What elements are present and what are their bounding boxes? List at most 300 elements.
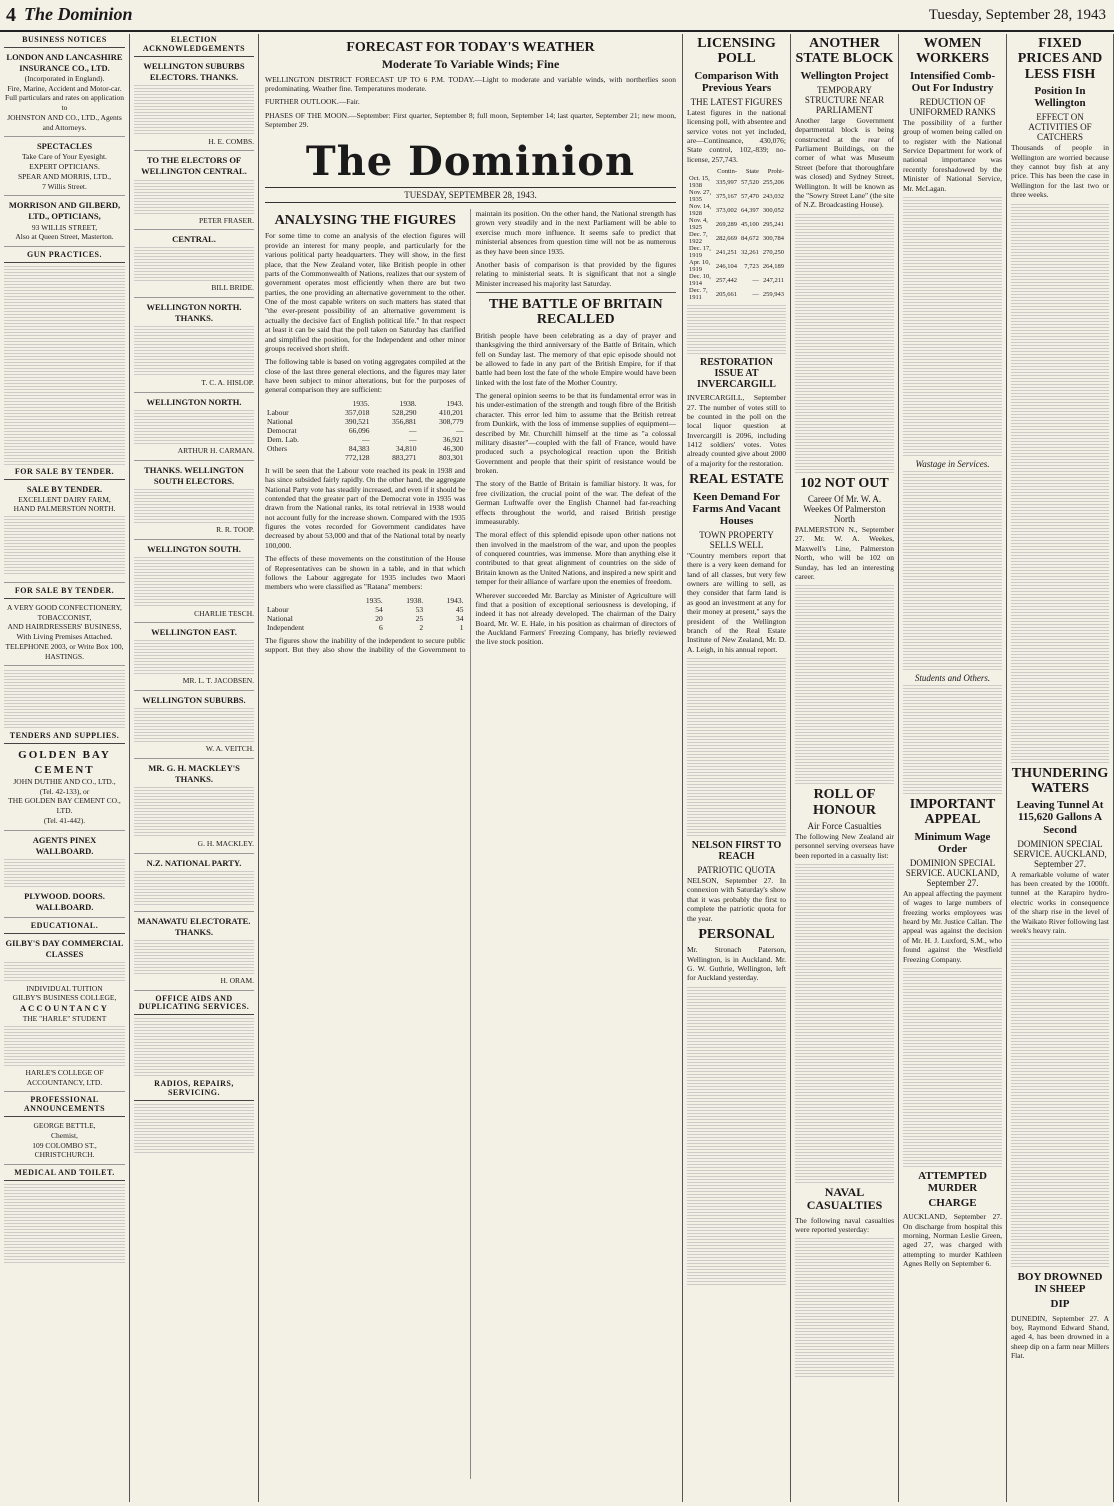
article-para: NELSON, September 27. In connexion with Saturday's show that it was probably the first to complete the patriotic quota for the year. (687, 876, 786, 923)
table-cell: 257,442 (715, 276, 737, 284)
table-cell: — (408, 425, 417, 435)
table-cell: 357,018 (345, 407, 370, 417)
table-header: State (745, 168, 759, 176)
text-block (4, 1184, 125, 1264)
table-cell: 883,271 (392, 452, 417, 462)
ad-line: INDIVIDUAL TUITION (26, 983, 103, 993)
table-cell: 246,104 (715, 262, 737, 270)
article-headline: BOY DROWNED IN SHEEP (1017, 1271, 1103, 1296)
text-block (4, 670, 125, 730)
ad-morrison (4, 200, 125, 247)
article-headline: LICENSING POLL (697, 36, 776, 67)
article-subhead: Leaving Tunnel At 115,620 Gallons A Second (1016, 799, 1104, 836)
table-cell: Nov. 14, 1928 (689, 203, 712, 218)
article-para: A remarkable volume of water has been created by the 1000ft. tunnel at the Karapiro hydro-electric works in consequence of the sharp rise in the level of the Waikato River following last week's heavy rain. (1011, 869, 1109, 935)
table-row-label: Others (267, 443, 287, 453)
table-cell: 34,810 (395, 443, 417, 453)
ad-line: THE GOLDEN BAY CEMENT CO., LTD. (8, 796, 121, 816)
article-headline: NELSON FIRST TO REACH (691, 840, 782, 863)
ad-title: LONDON AND LANCASHIRE INSURANCE CO., LTD. (6, 51, 123, 73)
article-kicker: THE LATEST FIGURES (690, 96, 783, 107)
table-row-label: Dem. Lab. (267, 434, 299, 444)
table-row (265, 417, 466, 426)
sale-title: FOR SALE BY TENDER. (4, 587, 125, 599)
table-cell: — (408, 434, 417, 444)
notice-signature: MR. L. T. JACOBSEN. (182, 676, 254, 686)
table-row (687, 175, 786, 189)
ad-line: GOLDEN BAY (18, 749, 111, 762)
professional-title: PROFESSIONAL ANNOUNCEMENTS (4, 1096, 125, 1117)
article-kicker: TOWN PROPERTY SELLS WELL (699, 529, 774, 550)
ad-line: PLYWOOD. DOORS. WALLBOARD. (24, 890, 105, 912)
election-notice (134, 61, 254, 152)
table-row (265, 426, 466, 435)
notice-signature: W. A. VEITCH. (205, 744, 254, 754)
editorial-columns (265, 209, 676, 1479)
article-subhead: Comparison With Previous Years (694, 69, 779, 94)
table-cell: Oct. 15, 1938 (689, 175, 710, 190)
table-cell: Apr. 10, 1919 (689, 259, 711, 274)
article-para: INVERCARGILL, September 27. The number of votes still to be counted in the poll on the local liquor question at Invercargill is 2096, including 1412 soldiers' votes. Votes already counted give about 2000 of a majority for the restoration. (687, 393, 786, 468)
article-subhead: Career Of Mr. W. A. Weekes Of Palmerston North (803, 494, 886, 525)
article-headline: FIXED PRICES AND LESS FISH (1017, 36, 1103, 82)
table-cell: 803,301 (439, 452, 464, 462)
article-para: PALMERSTON N., September 27. Mr. W. A. Weekes, Maxwell's Line, Palmerston North, who will be 102 on Sunday, has led an interesting career. (795, 525, 894, 581)
ad-line: AND HAIRDRESSERS' BUSINESS, (7, 622, 122, 632)
article-headline: REAL ESTATE (689, 472, 784, 488)
table-header: 1938. (399, 398, 417, 408)
ad-line: THE "HARLE" STUDENT (22, 1014, 107, 1024)
page-header (0, 0, 1114, 32)
table-cell: 6 (379, 622, 383, 632)
article-headline: ROLL OF HONOUR (813, 787, 876, 818)
table-header-row (687, 168, 786, 175)
table-cell: 528,290 (392, 407, 417, 417)
table-cell: 20 (375, 613, 383, 623)
election-notice (134, 302, 254, 393)
table-cell: 7,723 (744, 262, 759, 270)
text-block (134, 489, 254, 523)
supplies-title: TENDERS AND SUPPLIES. (4, 732, 125, 744)
ad-cement (4, 748, 125, 830)
text-block (4, 962, 125, 982)
text-block (795, 214, 894, 474)
ad-confectionery (4, 603, 125, 667)
table-cell: Dec. 7, 1922 (689, 231, 708, 246)
column-state-block (791, 34, 899, 1502)
text-block (903, 197, 1002, 457)
notice-title: WELLINGTON SUBURBS. (142, 695, 246, 706)
text-block (134, 247, 254, 281)
ad-line: Chemist, (51, 1130, 78, 1140)
text-block (4, 1026, 125, 1066)
table-row (687, 189, 786, 203)
article-headline: WOMEN WORKERS (915, 36, 990, 67)
newspaper-flag: The Dominion (305, 138, 636, 185)
text-block (687, 305, 786, 355)
election-notice (134, 397, 254, 461)
editorial-para: Another basis of comparison is that provided by the figures relating to ministerial seats. It is significant that not a single Minister increased his majority last Saturday. (475, 259, 676, 288)
column-fish-prices (1007, 34, 1114, 1502)
notices-list (134, 61, 254, 991)
table-row-label: Democrat (267, 425, 297, 435)
table-cell: 66,096 (348, 425, 370, 435)
notice-title: WELLINGTON EAST. (151, 627, 237, 638)
table-row (687, 245, 786, 259)
table-header: 1943. (446, 398, 464, 408)
divider (476, 292, 677, 293)
medical-title: MEDICAL AND TOILET. (4, 1169, 125, 1181)
text-block (134, 1018, 254, 1078)
text-block (903, 685, 1002, 795)
text-block (687, 987, 786, 1287)
article-subhead: Wellington Project (800, 69, 889, 82)
ad-line: Also at Queen Street, Masterton. (15, 232, 114, 242)
editorial-title: ANALYSING THE FIGURES (274, 213, 456, 228)
text-block (903, 471, 1002, 671)
article-subhead: Keen Demand For Farms And Vacant Houses (692, 490, 781, 527)
table-cell: 356,881 (392, 416, 417, 426)
table-cell: Dec. 7, 1911 (689, 287, 708, 302)
column-women-workers (899, 34, 1007, 1502)
article-para: DUNEDIN, September 27. A boy, Raymond Edward Shand, aged 4, has been drowned in a sheep dip on a farm near Millers Flat. (1011, 1313, 1109, 1361)
ad-title: MORRISON AND GILBERD, LTD., OPTICIANS, (8, 200, 121, 222)
table-header: Contin- (717, 168, 737, 176)
text-block (4, 859, 125, 889)
article-para: Another large Government departmental block is being constructed at the rear of Parliament Buildings, on the corner of what was Museum Street (before that thoroughfare was closed) and Sydney Street, Wellington. It will be known as the "Sowry Street Lane" (the site of N.Z. Broadcasting House). (795, 115, 894, 210)
table-row-label: Labour (267, 604, 289, 614)
table-row (265, 614, 466, 623)
election-notice (134, 155, 254, 230)
text-block (134, 871, 254, 905)
text-block (134, 787, 254, 837)
page-number: 4 (6, 4, 16, 26)
text-block (134, 410, 254, 444)
ad-line: Full particulars and rates on application to (5, 93, 124, 113)
notice-title: MANAWATU ELECTORATE. THANKS. (137, 915, 251, 937)
text-block (134, 180, 254, 214)
notice-signature: H. E. COMBS. (208, 136, 254, 146)
text-block (903, 968, 1002, 1168)
editorial-section (259, 134, 683, 1502)
ad-line: EXPERT OPTICIANS. (29, 162, 100, 172)
ad-line: (Incorporated in England). (24, 73, 105, 83)
table-cell: 2 (419, 622, 424, 632)
text-block (134, 1104, 254, 1154)
table-cell: 308,779 (439, 416, 464, 426)
radio-title: RADIOS, REPAIRS, SERVICING. (134, 1080, 254, 1101)
table-cell: Dec. 17, 1919 (689, 245, 711, 260)
table-cell: 295,241 (762, 220, 784, 228)
table-row (265, 605, 466, 614)
masthead: The Dominion (24, 4, 133, 24)
article-crosshead: Wastage in Services. (915, 458, 990, 469)
article-para: The possibility of a further group of women being called on to register with the National Service Department for work of national importance was recently foreshadowed by the Minister of National Service, Mr. McLagan. (903, 117, 1002, 193)
ad-opticians (4, 141, 125, 196)
table-row (687, 287, 786, 301)
table-cell: 390,521 (345, 416, 370, 426)
article-headline: IMPORTANT APPEAL (909, 796, 996, 828)
table-cell: 375,167 (715, 192, 737, 200)
text-block (134, 708, 254, 742)
election-notice (134, 465, 254, 540)
notice-title: WELLINGTON SOUTH. (147, 543, 241, 554)
article-headline: 102 NOT OUT (800, 475, 889, 491)
table-row (687, 273, 786, 287)
weather-subtitle: Moderate To Variable Winds; Fine (381, 57, 560, 72)
article-subhead: PATRIOTIC QUOTA (697, 865, 776, 876)
table-row (687, 217, 786, 231)
ad-line: GILBY'S DAY COMMERCIAL CLASSES (5, 937, 124, 959)
election-notice (134, 627, 254, 691)
ad-line: HAND PALMERSTON NORTH. (13, 504, 116, 514)
ad-line: 93 WILLIS STREET, (31, 222, 98, 232)
article-para: The following naval casualties were reported yesterday: (795, 1215, 894, 1234)
editorial-para: The story of the Battle of Britain is familiar history. It was, for free civilization, the crucial point of the war. The defeat of the German Luftwaffe over the English Channel had far-reaching effects throughout the world, and raised British prestige immeasurably. (475, 479, 676, 526)
column-election-acknowledgements (130, 34, 259, 1502)
table-cell: 84,383 (348, 443, 370, 453)
election-votes-table (265, 399, 466, 462)
table-header: 1935. (365, 595, 383, 605)
text-block (1011, 204, 1109, 764)
text-block (4, 516, 125, 576)
table-cell: 410,201 (439, 407, 464, 417)
ad-line: SALE BY TENDER. (26, 483, 103, 494)
ad-dairy-farm (4, 484, 125, 584)
ad-line: SPEAR AND MORRIS, LTD., (17, 171, 112, 181)
ad-educational (4, 938, 125, 1093)
table-row-label: Independent (267, 622, 305, 632)
ad-insurance (4, 52, 125, 138)
editorial-para: It will be seen that the Labour vote reached its peak in 1938 and has since subsided fairly rapidly. On the other hand, the aggregate National Party vote has steadily increased, and even if it should be contended that the greater part of the Democrat vote in 1935 was drawn from the National ranks, its total retrieval in 1938 would not account fully for the increase shown. Compared with the 1935 figures the votes recorded for Government candidates have decreased by about 53,000 and that of the National total by nearly 100,000. (265, 465, 466, 550)
table-row-label (265, 453, 324, 462)
table-cell: 45 (456, 604, 464, 614)
weather-title: FORECAST FOR TODAY'S WEATHER (346, 40, 595, 55)
notice-title: WELLINGTON SUBURBS ELECTORS. THANKS. (143, 60, 245, 82)
election-notice (134, 695, 254, 759)
ad-line: GILBY'S BUSINESS COLLEGE, (12, 993, 117, 1003)
table-header-row (265, 399, 466, 408)
table-row-label: Labour (267, 407, 289, 417)
article-para: Mr. Stronach Paterson, Wellington, is in Auckland. Mr. G. W. Guthrie, Wellington, left for Auckland yesterday. (687, 945, 786, 983)
ad-line: EXCELLENT DAIRY FARM, (18, 494, 111, 504)
table-cell: — (752, 290, 759, 298)
notice-signature: T. C. A. HISLOP. (201, 378, 254, 388)
table-row (687, 259, 786, 273)
ad-line: 109 COLOMBO ST., CHRISTCHURCH. (32, 1140, 97, 1160)
table-row (265, 453, 466, 462)
ad-line: JOHNSTON AND CO., LTD., Agents and Attorneys. (7, 112, 122, 132)
gun-practices-title: GUN PRACTICES. (4, 251, 125, 263)
editorial-para: Wherever succeeded Mr. Barclay as Minister of Agriculture will find that a position of exceptional seriousness is developing, if indeed it has not already developed. The chairman of the Dairy Board, Mr. W. E. Hale, in his position as chairman of directors of the Auckland Farmers' Freezing Company, has briefly reviewed the live stock position. (475, 590, 676, 647)
ad-pinex (4, 835, 125, 918)
notice-signature: PETER FRASER. (198, 215, 254, 225)
article-kicker: EFFECT ON ACTIVITIES OF CATCHERS (1028, 112, 1092, 143)
table-row (265, 408, 466, 417)
notice-signature: G. H. MACKLEY. (197, 839, 254, 849)
table-cell: Dec. 10, 1914 (689, 273, 711, 288)
election-notice (134, 763, 254, 854)
table-cell: 282,669 (715, 234, 737, 242)
table-cell: 46,300 (442, 443, 464, 453)
office-aids-title: OFFICE AIDS AND DUPLICATING SERVICES. (134, 995, 254, 1016)
table-cell: 255,206 (762, 178, 784, 186)
article-para: Latest figures in the national licensing poll, with absentee and service votes not yet included, are—Continuance, 430,076; State control, 102,-839; no-license, 257,743. (687, 107, 786, 164)
article-para: An appeal affecting the payment of wages to large numbers of freezing works employees was heard by Mr. Justice Callan. The appeal was against the decision of Mr. H. J. Luxford, S.M., who found against the Westfield Freezing Company. (903, 888, 1002, 964)
ad-line: Fire, Marine, Accident and Motor-car. (7, 83, 122, 93)
table-cell: — (456, 425, 464, 435)
column-business-notices (0, 34, 130, 1502)
table-row-label: National (267, 613, 293, 623)
table-cell: 335,997 (715, 178, 737, 186)
text-block (134, 557, 254, 607)
table-cell: 270,250 (762, 248, 784, 256)
table-cell: 54 (375, 604, 383, 614)
table-row (687, 231, 786, 245)
table-cell: 241,251 (715, 248, 737, 256)
notice-title: TO THE ELECTORS OF WELLINGTON CENTRAL. (141, 155, 247, 177)
notice-signature: R. R. TOOP. (216, 524, 254, 534)
table-cell: Nov. 27, 1935 (689, 189, 712, 204)
notice-title: WELLINGTON NORTH. (146, 396, 242, 407)
article-dateline: DOMINION SPECIAL SERVICE. AUCKLAND, September 27. (1013, 838, 1107, 869)
notice-signature: CHARLIE TESCH. (194, 608, 254, 618)
article-subhead: Intensified Comb-Out For Industry (909, 69, 996, 94)
editorial-para: The following table is based on voting aggregates compiled at the close of the last three general elections, and the figures may later have been subject to minor alterations, but for the purposes of general comparison they are sufficient: (265, 357, 466, 395)
text-block (134, 85, 254, 135)
text-block (4, 266, 125, 466)
table-cell: 36,921 (442, 434, 464, 444)
ad-line: Take Care of Your Eyesight. (22, 152, 107, 162)
article-subhead: CHARGE (928, 1197, 977, 1210)
table-cell: 772,128 (345, 452, 370, 462)
ad-phone: TELEPHONE 2003, or Write Box 100, HASTINGS. (5, 641, 124, 661)
ad-line: GEORGE BETTLE, (33, 1121, 96, 1131)
election-notice (134, 858, 254, 912)
editorial-para: The moral effect of this splendid episode upon other nations not then involved in the maelstrom of the war, and upon the peoples of conquered countries, was immense. More than anything else it contributed to that great alignment of countries on the side of Britain known as the United Nations, and inspired a new spirit and temper for their alliance of warfare upon the enemies of freedom. (475, 530, 676, 587)
table-cell: 57,520 (741, 178, 759, 186)
article-headline: ANOTHER STATE BLOCK (795, 36, 894, 67)
election-notice (134, 544, 254, 624)
article-headline: ATTEMPTED MURDER (918, 1169, 987, 1195)
article-subhead: Air Force Casualties (807, 821, 882, 832)
table-cell: 34 (456, 613, 464, 623)
table-cell: — (361, 434, 370, 444)
table-cell: 32,261 (741, 248, 759, 256)
table-header: 1935. (352, 398, 370, 408)
editorial-title: THE BATTLE OF BRITAIN RECALLED (488, 297, 663, 328)
column-licensing (683, 34, 791, 1502)
editorial-para: British people have been celebrating as a day of prayer and thanksgiving the third anniversary of the Battle of Britain, which fell on Sunday last. The memory of that epic episode should not be allowed to fade in any part of the British Empire, for if that battle had been lost the fate of the whole Empire would have been linked with the lost fate of the Mother Country. (475, 330, 676, 387)
ad-line: (Tel. 41-442). (43, 815, 86, 825)
table-header: 1938. (406, 595, 424, 605)
text-block (687, 658, 786, 838)
ad-line: TOBACCONIST, (37, 612, 92, 622)
election-notice (134, 916, 254, 991)
table-cell: 205,661 (715, 290, 737, 298)
weather-forecast (259, 34, 683, 134)
table-header: 1943. (446, 595, 464, 605)
table-cell: 57,470 (741, 192, 759, 200)
ad-chemist (4, 1121, 125, 1165)
table-cell: 300,052 (762, 206, 784, 214)
ad-title: SPECTACLES (36, 141, 93, 152)
text-block (795, 585, 894, 785)
table-cell: 247,211 (763, 276, 784, 284)
election-seats-table (265, 596, 466, 632)
article-headline: RESTORATION ISSUE AT INVERCARGILL (697, 357, 776, 391)
article-headline: NAVAL CASUALTIES (806, 1185, 883, 1213)
notice-title: N.Z. NATIONAL PARTY. (146, 857, 242, 868)
notice-title: WELLINGTON NORTH. THANKS. (146, 302, 242, 324)
ad-line: (Tel. 42-133), or (39, 786, 90, 796)
weather-moon: PHASES OF THE MOON.—September: First quarter, September 8; full moon, September 14; last quarter, September 21; new moon, September 29. (265, 110, 676, 130)
article-kicker: REDUCTION OF UNIFORMED RANKS (909, 96, 996, 117)
table-row (265, 435, 466, 444)
ad-line: HARLE'S COLLEGE OF ACCOUNTANCY, LTD. (25, 1067, 104, 1087)
article-subhead: DIP (1050, 1298, 1070, 1311)
table-cell: 373,002 (715, 206, 737, 214)
table-header-row (265, 596, 466, 605)
notice-title: MR. G. H. MACKLEY'S THANKS. (148, 762, 240, 784)
table-row (265, 444, 466, 453)
editorial-para: The figures show the inability of the independent to secure public support. But they also show the inability of the Government to maintain its position. On the other hand, the National strength has grown very steadily and in the next Parliament will be able to exercise much more influence. It seems safe to predict that ministerial absences from question time will not be as numerous as they have been since 1935. (265, 209, 676, 655)
article-kicker: TEMPORARY STRUCTURE NEAR PARLIAMENT (804, 84, 885, 115)
notice-signature: H. ORAM. (220, 975, 254, 985)
text-block (795, 1238, 894, 1378)
table-cell: 259,943 (762, 290, 784, 298)
table-cell: 84,672 (741, 234, 759, 242)
article-subhead: Minimum Wage Order (914, 830, 991, 855)
editorial-para: For some time to come an analysis of the election figures will provide an interest for many people, and particularly for the various political party headquarters. They will show, in the first place, that the New Zealand voter, like British people in other parts of the Commonwealth of Nations, realizes that our system of government operates most efficiently when there are but two parties, the one providing an alternative government to the other. One of the most capable writers on such matters has stated that "the ever-present possibility of an alternative government is actually the decisive fact of English political life." In that respect at least it can be said that the poll taken on Saturday has clarified and simplified the position, for the Independent and other minor groups received short shrift. (265, 231, 466, 353)
ad-line: A VERY GOOD CONFECTIONERY, (7, 602, 122, 612)
text-block (1011, 939, 1109, 1269)
notice-title: CENTRAL. (172, 234, 216, 245)
ad-line: ACCOUNTANCY (20, 1003, 109, 1014)
table-header (687, 168, 714, 175)
article-para: "Country members report that there is a very keen demand for land of all classes, but very few owners are willing to sell, as they consider that farm land is as good an investment at any for their money at present," says the president of the Wellington branch of the Real Estate Institute of New Zealand, Mr. D. A. Leigh, in his annual report. (687, 550, 786, 654)
article-headline: THUNDERING WATERS (1011, 765, 1109, 796)
weather-district: WELLINGTON DISTRICT FORECAST UP TO 6 P.M. TODAY.—Light to moderate and variable winds, with northerlies soon predominating. Weather fine. Temperatures moderate. (265, 74, 676, 93)
table-row (265, 623, 466, 632)
article-dateline: DOMINION SPECIAL SERVICE. AUCKLAND, September 27. (905, 857, 1000, 888)
text-block (134, 326, 254, 376)
weather-outlook: FURTHER OUTLOOK.—Fair. (265, 97, 360, 107)
table-row (687, 203, 786, 217)
ad-line: AGENTS PINEX WALLBOARD. (32, 834, 97, 856)
section-title: BUSINESS NOTICES (4, 36, 125, 48)
section-title: ELECTION ACKNOWLEDGEMENTS (134, 36, 254, 57)
table-cell: 264,189 (762, 262, 784, 270)
article-para: AUCKLAND, September 27. On discharge from hospital this morning, Norman Leslie Green, aged 27, was charged with attempting to murder Kathleen Agnes Relly on September 6. (903, 1212, 1002, 1269)
table-cell: — (752, 276, 759, 284)
table-cell: 300,784 (762, 234, 784, 242)
article-subhead: Position In Wellington (1034, 85, 1086, 110)
table-cell: 25 (415, 613, 424, 623)
text-block (134, 640, 254, 674)
table-cell: 45,100 (741, 220, 759, 228)
table-cell: 269,289 (715, 220, 737, 228)
article-crosshead: Students and Others. (914, 672, 991, 683)
notice-signature: ARTHUR H. CARMAN. (177, 445, 254, 455)
educational-title: EDUCATIONAL. (4, 922, 125, 934)
election-notice (134, 234, 254, 298)
licensing-table (687, 168, 786, 301)
ad-line: 7 Willis Street. (42, 181, 87, 191)
table-cell: 53 (415, 604, 424, 614)
editorial-para: The effects of these movements on the constitution of the House of Representatives can be shown in a table, and in that which follows the Labour aggregate for 1935 includes two Maori members who were classified as "Ratana" members: (265, 554, 466, 592)
table-row-label: National (267, 416, 293, 426)
